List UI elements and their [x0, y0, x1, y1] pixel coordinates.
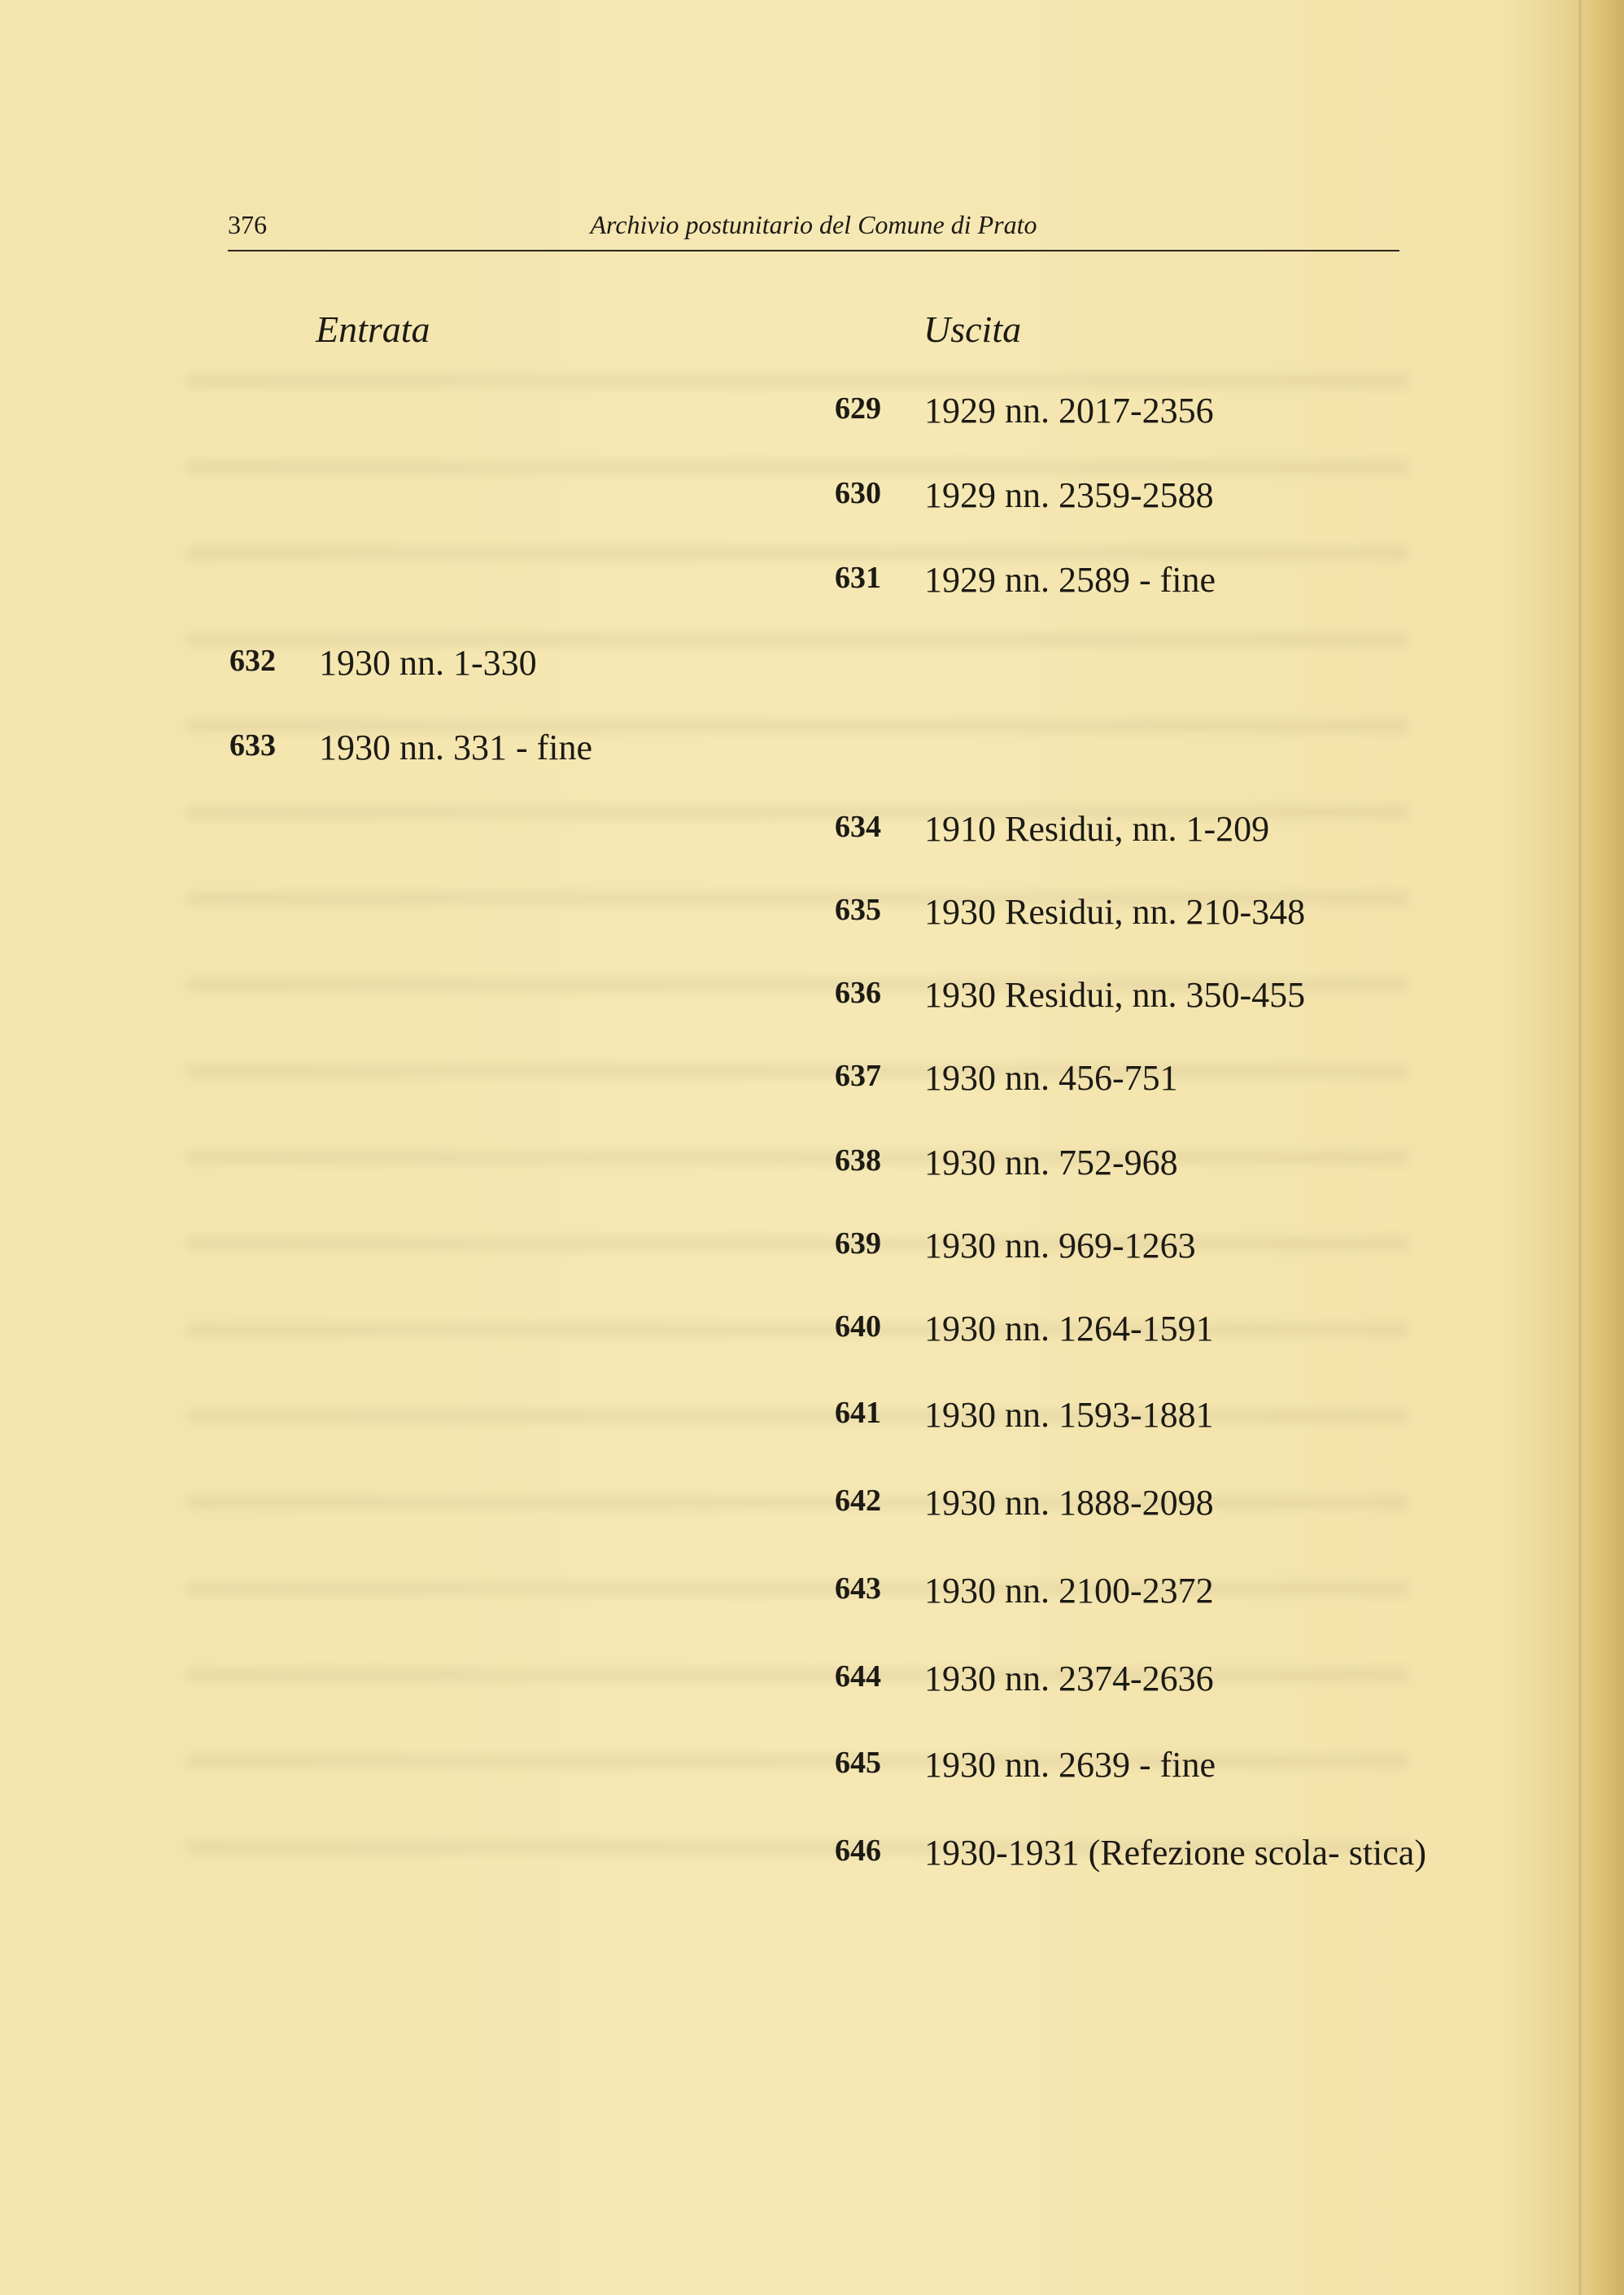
entry-number: 641: [835, 1396, 881, 1430]
entry-number: 638: [835, 1143, 881, 1178]
page-fold: [1578, 0, 1582, 2295]
entry-description: 1930 nn. 1264-1591: [924, 1309, 1214, 1349]
entry-description: 1930 nn. 331 - fine: [319, 728, 593, 767]
entry-description: 1930 Residui, nn. 210-348: [924, 892, 1306, 932]
entry-number: 631: [835, 561, 881, 595]
entry-description: 1930-1931 (Refezione scola- stica): [924, 1833, 1426, 1873]
entry-number: 644: [835, 1659, 881, 1694]
entry-number: 629: [835, 391, 881, 426]
entry-number: 639: [835, 1226, 881, 1261]
entry-description: 1930 nn. 2374-2636: [924, 1659, 1214, 1698]
entry-description: 1929 nn. 2589 - fine: [924, 560, 1216, 600]
show-through-texture: [187, 309, 1408, 1896]
entry-number: 634: [835, 810, 881, 844]
entry-number: 630: [835, 476, 881, 510]
entry-number: 636: [835, 976, 881, 1010]
entry-description: 1930 nn. 2639 - fine: [924, 1745, 1216, 1785]
entrata-heading: Entrata: [316, 308, 430, 350]
entry-description: 1930 nn. 1593-1881: [924, 1395, 1214, 1435]
header-rule: [228, 250, 1399, 251]
entry-description: 1930 nn. 969-1263: [924, 1226, 1196, 1266]
entry-number: 643: [835, 1572, 881, 1606]
entry-number: 640: [835, 1309, 881, 1344]
uscita-heading: Uscita: [923, 308, 1022, 350]
entry-description: 1930 nn. 456-751: [924, 1058, 1178, 1098]
entry-number: 635: [835, 893, 881, 927]
entry-description: 1929 nn. 2359-2588: [924, 475, 1214, 515]
entry-description: 1930 nn. 1-330: [319, 643, 537, 683]
entry-number: 645: [835, 1746, 881, 1780]
entry-description: 1930 Residui, nn. 350-455: [924, 975, 1306, 1015]
entry-description: 1930 nn. 1888-2098: [924, 1483, 1214, 1523]
entry-description: 1930 nn. 752-968: [924, 1143, 1178, 1182]
page-number: 376: [228, 210, 267, 239]
page-edge: [1591, 0, 1624, 2295]
running-title: Archivio postunitario del Comune di Prato: [590, 210, 1037, 239]
entry-number: 642: [835, 1484, 881, 1518]
entry-description: 1910 Residui, nn. 1-209: [924, 809, 1270, 849]
entry-description: 1929 nn. 2017-2356: [924, 391, 1214, 431]
entry-description: 1930 nn. 2100-2372: [924, 1571, 1214, 1611]
page-header: [228, 210, 1399, 251]
entry-number: 632: [229, 644, 276, 678]
entry-number: 646: [835, 1834, 881, 1868]
entry-number: 633: [229, 728, 276, 763]
entry-number: 637: [835, 1059, 881, 1093]
